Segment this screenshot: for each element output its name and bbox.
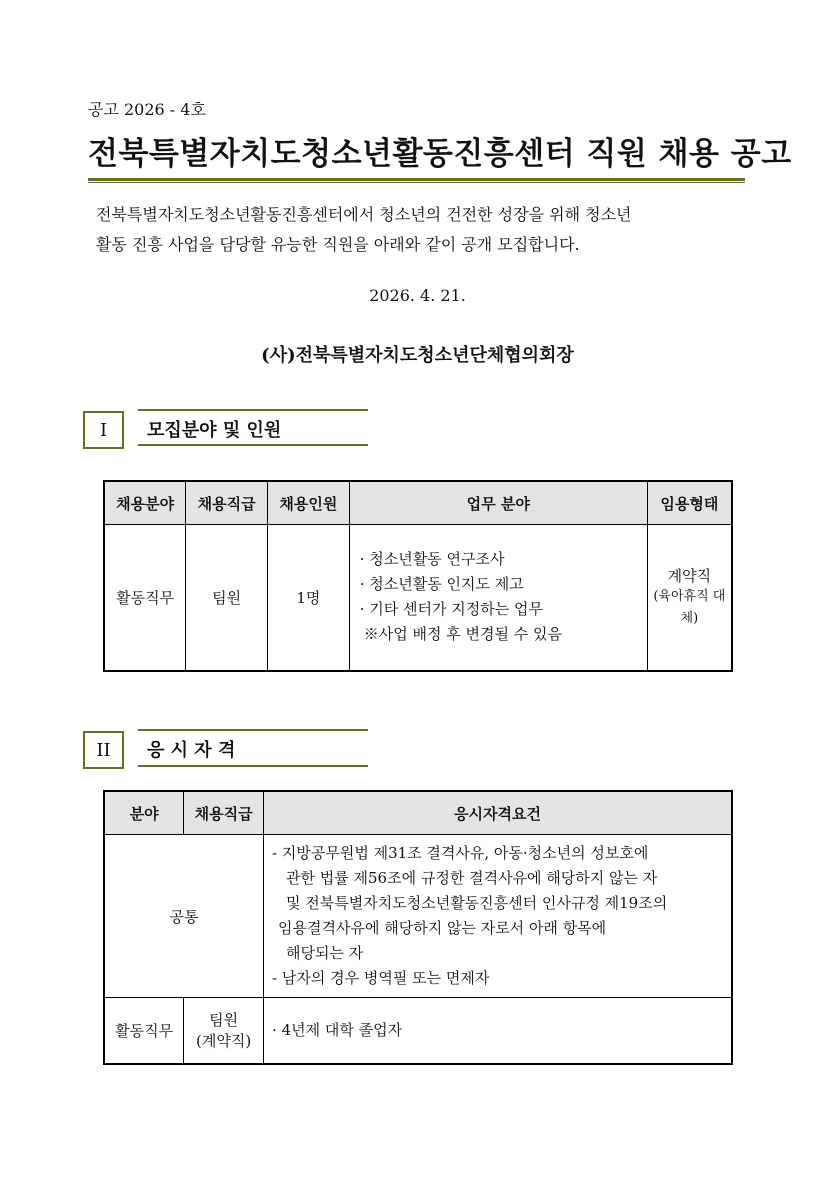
title-divider-thin bbox=[88, 182, 745, 183]
requirement-cell: · 4년제 대학 졸업자 bbox=[264, 998, 732, 1064]
section-2-rule-bottom bbox=[138, 765, 368, 767]
table-header: 업무 분야 bbox=[349, 481, 647, 525]
duty-item: · 청소년활동 연구조사 bbox=[359, 550, 505, 569]
table-row bbox=[104, 998, 732, 1064]
duty-item: · 청소년활동 인지도 제고 bbox=[359, 575, 524, 594]
duties-cell bbox=[349, 525, 647, 671]
table-header: 채용인원 bbox=[268, 481, 350, 525]
rank: 팀원 bbox=[209, 1011, 239, 1030]
intro-paragraph bbox=[96, 200, 756, 260]
requirement-line: - 남자의 경우 병역필 또는 면제자 bbox=[272, 969, 490, 987]
count-cell: 1명 bbox=[268, 525, 350, 671]
rank-cell: 팀원 bbox=[186, 525, 268, 671]
field-cell: 활동직무 bbox=[104, 998, 184, 1064]
page-title: 전북특별자치도청소년활동진흥센터 직원 채용 공고 bbox=[88, 136, 792, 172]
table-row bbox=[104, 835, 732, 998]
rank-note: (계약직) bbox=[196, 1032, 252, 1051]
duty-item: · 기타 센터가 지정하는 업무 bbox=[359, 600, 543, 619]
employment-type: 계약직 bbox=[667, 566, 712, 585]
table-header: 임용형태 bbox=[647, 481, 732, 525]
table-header-row bbox=[104, 791, 732, 835]
employment-type-cell bbox=[647, 525, 732, 671]
table-header: 채용직급 bbox=[184, 791, 264, 835]
rank-cell bbox=[184, 998, 264, 1064]
recruitment-table bbox=[103, 480, 733, 672]
organization-name: (사)전북특별자치도청소년단체협의회장 bbox=[261, 345, 574, 366]
common-requirements-cell bbox=[264, 835, 732, 998]
section-2-number: II bbox=[83, 731, 124, 769]
requirement-line: 및 전북특별자치도청소년활동진흥센터 인사규정 제19조의 bbox=[286, 894, 668, 912]
table-header-row bbox=[104, 481, 732, 525]
section-1-rule-bottom bbox=[138, 444, 368, 446]
intro-line: 활동 진흥 사업을 담당할 유능한 직원을 아래와 같이 공개 모집합니다. bbox=[96, 235, 580, 254]
common-label-cell: 공통 bbox=[104, 835, 264, 998]
table-header: 채용분야 bbox=[104, 481, 186, 525]
requirement-line: 임용결격사유에 해당하지 않는 자로서 아래 항목에 bbox=[278, 919, 607, 937]
duty-note: ※사업 배정 후 변경될 수 있음 bbox=[363, 625, 562, 644]
section-2-title: 응 시 자 격 bbox=[147, 740, 236, 761]
table-header: 분야 bbox=[104, 791, 184, 835]
table-header: 채용직급 bbox=[186, 481, 268, 525]
table-row bbox=[104, 525, 732, 671]
section-1-rule-top bbox=[138, 409, 368, 411]
intro-line: 전북특별자치도청소년활동진흥센터에서 청소년의 건전한 성장을 위해 청소년 bbox=[96, 205, 632, 224]
requirement-line: - 지방공무원법 제31조 결격사유, 아동·청소년의 성보호에 bbox=[272, 844, 649, 862]
section-1-number: I bbox=[83, 411, 124, 449]
notice-date: 2026. 4. 21. bbox=[369, 286, 466, 305]
notice-number: 공고 2026 - 4호 bbox=[88, 100, 206, 119]
requirement-line: 관한 법률 제56조에 규정한 결격사유에 해당하지 않는 자 bbox=[286, 869, 658, 887]
section-1-title: 모집분야 및 인원 bbox=[147, 420, 282, 441]
title-divider bbox=[88, 178, 745, 181]
qualification-table bbox=[103, 790, 733, 1065]
employment-note: (육아휴직 대체) bbox=[653, 588, 726, 626]
field-cell: 활동직무 bbox=[104, 525, 186, 671]
requirement-line: 해당되는 자 bbox=[286, 944, 364, 962]
table-header: 응시자격요건 bbox=[264, 791, 732, 835]
section-2-rule-top bbox=[138, 729, 368, 731]
